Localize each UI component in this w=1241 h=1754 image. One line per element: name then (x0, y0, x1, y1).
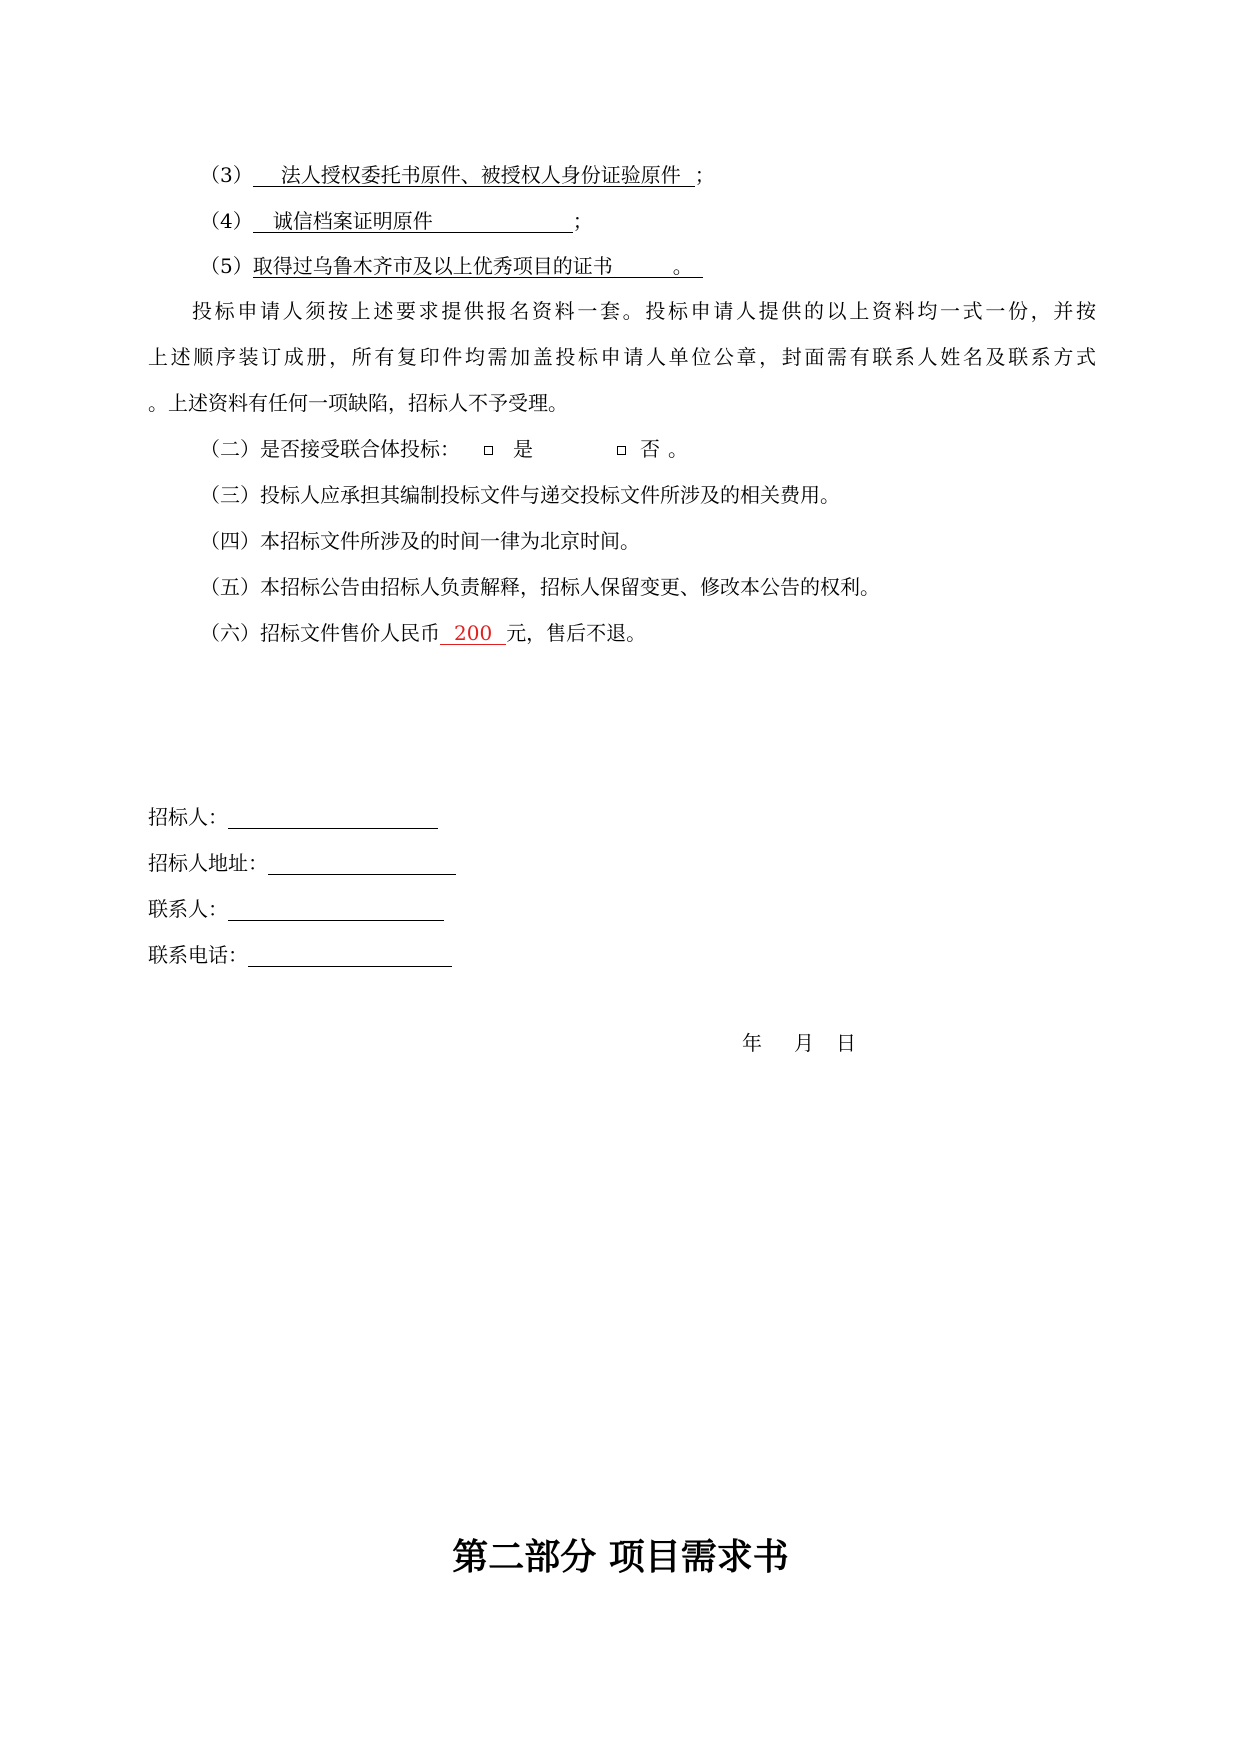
item-number: （4） (200, 209, 253, 233)
contact-field (148, 897, 444, 921)
tenderer-label: 招标人： (148, 805, 228, 829)
item-end: ； (694, 163, 715, 187)
clause-6-prefix: （六）招标文件售价人民币 (200, 621, 440, 645)
price-amount: 200 (440, 622, 506, 645)
item-end: 。 (672, 254, 693, 278)
item-number: （5） (200, 254, 253, 278)
tenderer-field (148, 805, 438, 829)
contact-blank[interactable] (228, 900, 444, 921)
date-month: 月 (794, 1031, 814, 1055)
paragraph-line-1: 投标申请人须按上述要求提供报名资料一套。投标申请人提供的以上资料均一式一份，并按 (192, 299, 1096, 323)
requirement-item-3 (200, 163, 715, 187)
item-text: 法人授权委托书原件、被授权人身份证验原件 (253, 164, 695, 187)
paragraph-line-3: 。上述资料有任何一项缺陷，招标人不予受理。 (148, 391, 568, 415)
section-heading: 第二部分 项目需求书 (452, 1537, 789, 1578)
clause-2-end: 。 (668, 437, 688, 461)
phone-label: 联系电话： (148, 943, 248, 967)
checkbox-yes[interactable] (484, 446, 493, 455)
address-field (148, 851, 456, 875)
date-line (742, 1031, 856, 1055)
requirement-item-5 (200, 254, 703, 278)
clause-2 (200, 437, 688, 461)
date-year: 年 (742, 1031, 762, 1055)
clause-2-text: （二）是否接受联合体投标： (200, 437, 460, 461)
option-yes-label: 是 (513, 437, 533, 461)
item-text: 诚信档案证明原件 (253, 210, 573, 233)
item-text: 取得过乌鲁木齐市及以上优秀项目的证书 。 (253, 255, 703, 278)
option-no-label: 否 (640, 437, 660, 461)
tenderer-blank[interactable] (228, 808, 438, 829)
phone-blank[interactable] (248, 946, 452, 967)
address-label: 招标人地址： (148, 851, 268, 875)
checkbox-no[interactable] (617, 446, 626, 455)
address-blank[interactable] (268, 854, 456, 875)
clause-6 (200, 621, 646, 645)
date-day: 日 (836, 1031, 856, 1055)
paragraph-line-2: 上述顺序装订成册，所有复印件均需加盖投标申请人单位公章，封面需有联系人姓名及联系方式 (148, 345, 1096, 369)
clause-5: （五）本招标公告由招标人负责解释，招标人保留变更、修改本公告的权利。 (200, 575, 880, 599)
item-number: （3） (200, 163, 253, 187)
phone-field (148, 943, 452, 967)
requirement-item-4 (200, 209, 593, 233)
clause-4: （四）本招标文件所涉及的时间一律为北京时间。 (200, 529, 640, 553)
item-end: ； (572, 209, 593, 233)
clause-3: （三）投标人应承担其编制投标文件与递交投标文件所涉及的相关费用。 (200, 483, 840, 507)
contact-label: 联系人： (148, 897, 228, 921)
clause-6-suffix: 元，售后不退。 (506, 621, 647, 645)
